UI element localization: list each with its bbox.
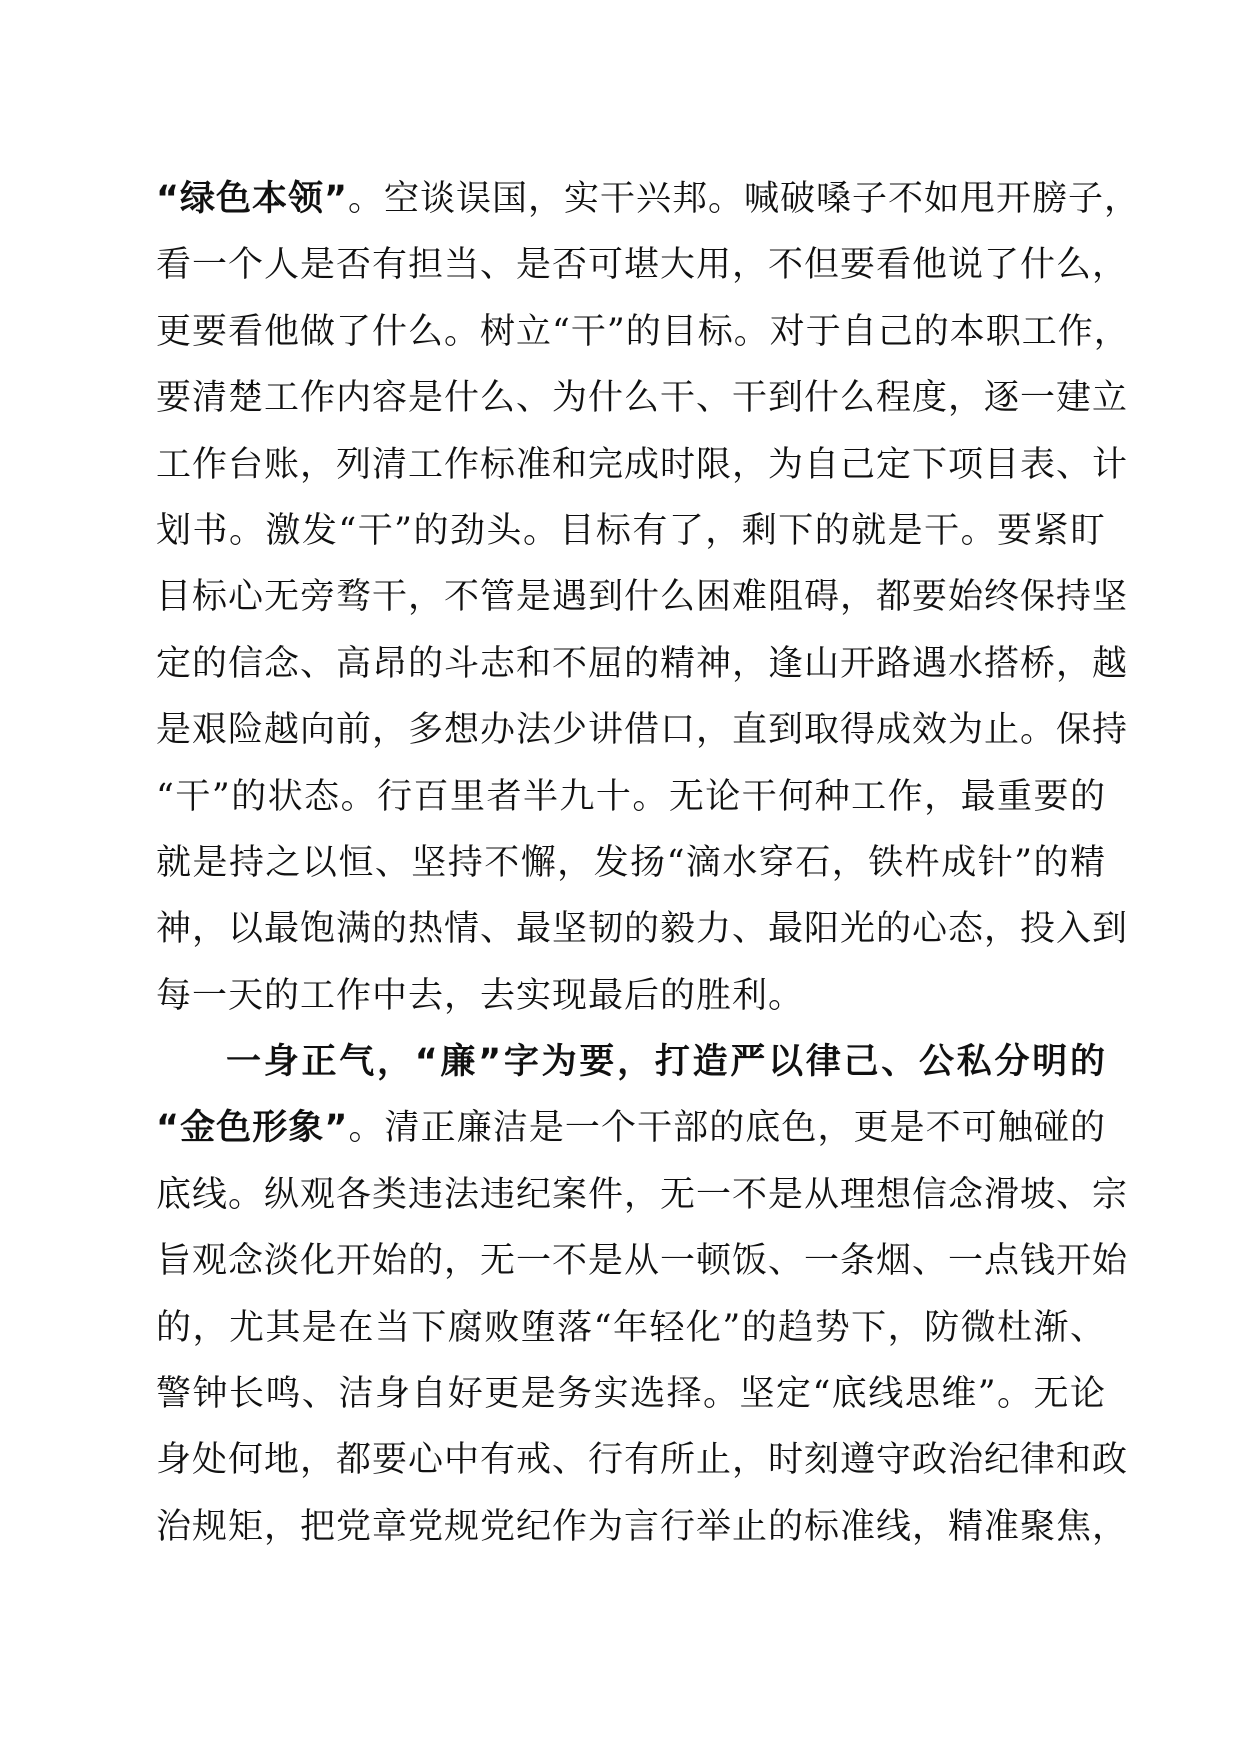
line-text: 底线。纵观各类违法违纪案件，无一不是从理想信念滑坡、宗 xyxy=(156,1174,1129,1215)
text-line xyxy=(156,1494,1129,1560)
line-text: 工作台账，列清工作标准和完成时限，为自己定下项目表、计 xyxy=(156,444,1129,485)
line-text: 的，尤其是在当下腐败堕落“年轻化”的趋势下，防微杜渐、 xyxy=(156,1307,1106,1348)
line-text: 警钟长鸣、洁身自好更是务实选择。坚定“底线思维”。无论 xyxy=(156,1374,1106,1415)
line-text: 。空谈误国，实干兴邦。喊破嗓子不如甩开膀子， xyxy=(348,179,1141,219)
bold-heading-span: “金色形象” xyxy=(156,1108,349,1149)
line-text: 就是持之以恒、坚持不懈，发扬“滴水穿石，铁杵成针”的精 xyxy=(156,842,1106,883)
text-line xyxy=(156,564,1129,630)
text-line xyxy=(156,166,1141,232)
line-text: 要清楚工作内容是什么、为什么干、干到什么程度，逐一建立 xyxy=(156,378,1129,419)
line-text: 每一天的工作中去，去实现最后的胜利。 xyxy=(156,975,805,1016)
line-text: 划书。激发“干”的劲头。目标有了，剩下的就是干。要紧盯 xyxy=(156,510,1106,551)
text-line xyxy=(156,1162,1129,1228)
text-line xyxy=(156,1095,1106,1161)
text-line xyxy=(156,432,1129,498)
document-body xyxy=(156,166,1141,1560)
text-line xyxy=(156,963,1106,1029)
line-text: “干”的状态。行百里者半九十。无论干何种工作，最重要的 xyxy=(156,776,1106,817)
text-line xyxy=(156,299,1130,365)
text-line xyxy=(156,697,1129,763)
text-line xyxy=(156,764,1106,830)
bold-heading-span: “绿色本领” xyxy=(156,179,349,219)
text-line xyxy=(156,1361,1106,1427)
line-text: 定的信念、高昂的斗志和不屈的精神，逢山开路遇水搭桥，越 xyxy=(156,643,1129,684)
line-text: 。清正廉洁是一个干部的底色，更是不可触碰的 xyxy=(348,1108,1106,1149)
text-line xyxy=(156,896,1129,962)
text-line xyxy=(156,1228,1129,1294)
line-text: 更要看他做了什么。树立“干”的目标。对于自己的本职工作， xyxy=(156,311,1130,352)
line-text: 是艰险越向前，多想办法少讲借口，直到取得成效为止。保持 xyxy=(156,710,1129,751)
line-text: 看一个人是否有担当、是否可堪大用，不但要看他说了什么， xyxy=(156,245,1129,286)
line-text: 身处何地，都要心中有戒、行有所止，时刻遵守政治纪律和政 xyxy=(156,1440,1129,1481)
line-text: 旨观念淡化开始的，无一不是从一顿饭、一条烟、一点钱开始 xyxy=(156,1241,1129,1282)
text-line xyxy=(156,365,1129,431)
line-text: 治规矩，把党章党规党纪作为言行举止的标准线，精准聚焦， xyxy=(156,1506,1129,1547)
section-heading-line xyxy=(156,1029,1106,1095)
text-line xyxy=(156,830,1106,896)
text-line xyxy=(156,631,1129,697)
text-line xyxy=(156,1295,1106,1361)
line-text: 目标心无旁骛干，不管是遇到什么困难阻碍，都要始终保持坚 xyxy=(156,577,1129,618)
text-line xyxy=(156,1427,1129,1493)
text-line xyxy=(156,498,1106,564)
bold-heading-span: 一身正气，“廉”字为要，打造严以律己、公私分明的 xyxy=(226,1042,1106,1083)
line-text: 神，以最饱满的热情、最坚韧的毅力、最阳光的心态，投入到 xyxy=(156,909,1129,950)
text-line xyxy=(156,232,1129,298)
